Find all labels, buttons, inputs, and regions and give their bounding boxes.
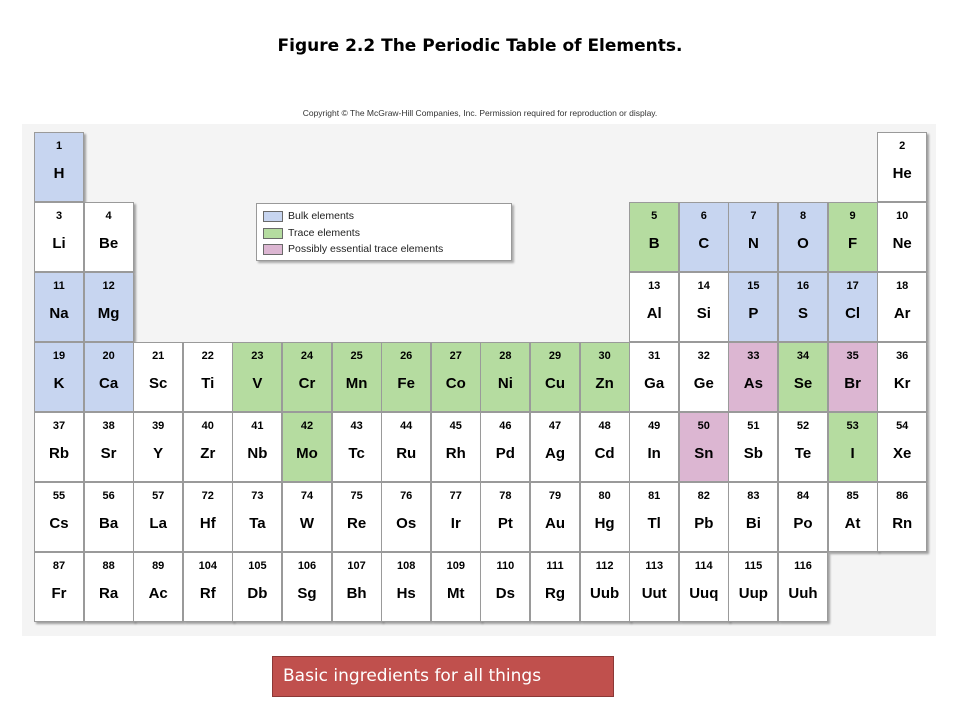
atomic-number: 20 <box>102 350 115 362</box>
element-cell-c <box>679 202 729 272</box>
element-cell-sg <box>282 552 332 622</box>
element-symbol: Uuq <box>689 585 719 602</box>
element-cell-ag <box>530 412 580 482</box>
atomic-number: 82 <box>697 490 710 502</box>
element-cell-b <box>629 202 679 272</box>
atomic-number: 84 <box>796 490 810 502</box>
atomic-number: 30 <box>598 350 611 362</box>
element-symbol: Zr <box>200 445 216 462</box>
element-symbol: Tl <box>647 515 661 532</box>
atomic-number: 74 <box>300 490 314 502</box>
element-symbol: Ge <box>693 375 714 392</box>
atomic-number: 1 <box>55 140 63 152</box>
atomic-number: 21 <box>152 350 165 362</box>
atomic-number: 12 <box>102 280 115 292</box>
atomic-number: 14 <box>697 280 710 292</box>
atomic-number: 39 <box>152 420 165 432</box>
element-symbol: O <box>797 235 809 252</box>
atomic-number: 89 <box>152 560 165 572</box>
element-cell-mo <box>282 412 332 482</box>
atomic-number: 104 <box>198 560 217 572</box>
element-symbol: Cs <box>49 515 69 532</box>
atomic-number: 3 <box>55 210 63 222</box>
atomic-number: 19 <box>52 350 66 362</box>
atomic-number: 75 <box>350 490 363 502</box>
element-cell-be <box>84 202 134 272</box>
element-cell-f <box>828 202 878 272</box>
element-cell-pd <box>480 412 530 482</box>
element-cell-n <box>728 202 778 272</box>
element-symbol: Mn <box>345 375 368 392</box>
atomic-number: 32 <box>697 350 710 362</box>
element-cell-rf <box>183 552 233 622</box>
legend-swatch-trace <box>263 228 283 239</box>
element-cell-h <box>34 132 84 202</box>
element-symbol: He <box>892 165 912 182</box>
element-cell-co <box>431 342 481 412</box>
element-symbol: Si <box>696 305 711 322</box>
element-symbol: As <box>743 375 763 392</box>
element-cell-w <box>282 482 332 552</box>
element-symbol: Au <box>545 515 565 532</box>
element-symbol: Ca <box>99 375 119 392</box>
atomic-number: 73 <box>251 490 264 502</box>
atomic-number: 106 <box>297 560 317 572</box>
element-symbol: Nb <box>247 445 268 462</box>
element-cell-rg <box>530 552 580 622</box>
element-symbol: Ti <box>201 375 215 392</box>
element-symbol: Db <box>247 585 268 602</box>
element-cell-mg <box>84 272 134 342</box>
element-cell-cl <box>828 272 878 342</box>
element-symbol: Zn <box>595 375 614 392</box>
element-symbol: Uut <box>641 585 667 602</box>
atomic-number: 11 <box>53 280 65 292</box>
copyright-notice: Copyright © The McGraw-Hill Companies, Inc. Permission required for reproduction or display. <box>302 108 658 118</box>
atomic-number: 49 <box>648 420 661 432</box>
element-cell-ga <box>629 342 679 412</box>
element-cell-nb <box>232 412 282 482</box>
element-symbol: Li <box>52 235 66 252</box>
atomic-number: 26 <box>400 350 413 362</box>
element-symbol: Ga <box>644 375 665 392</box>
element-symbol: Pd <box>495 445 515 462</box>
element-cell-ar <box>877 272 927 342</box>
atomic-number: 9 <box>849 210 856 222</box>
legend-swatch-bulk <box>263 211 283 222</box>
element-symbol: Rn <box>892 515 913 532</box>
element-symbol: Ru <box>396 445 417 462</box>
element-symbol: Mt <box>447 585 465 602</box>
element-symbol: Sb <box>743 445 763 462</box>
atomic-number: 55 <box>52 490 66 502</box>
atomic-number: 18 <box>896 280 909 292</box>
atomic-number: 29 <box>548 350 562 362</box>
atomic-number: 76 <box>400 490 413 502</box>
element-cell-uup <box>728 552 778 622</box>
element-cell-cd <box>580 412 630 482</box>
element-symbol: Al <box>646 305 662 322</box>
element-symbol: Ra <box>99 585 119 602</box>
atomic-number: 6 <box>700 210 707 222</box>
atomic-number: 116 <box>794 560 812 572</box>
atomic-number: 40 <box>201 420 214 432</box>
atomic-number: 10 <box>896 210 909 222</box>
element-cell-rb <box>34 412 84 482</box>
element-symbol: S <box>797 305 808 322</box>
element-symbol: Mg <box>97 305 120 322</box>
atomic-number: 41 <box>251 420 264 432</box>
element-symbol: Be <box>99 235 119 252</box>
element-symbol: Bi <box>745 515 761 532</box>
element-symbol: I <box>850 445 855 462</box>
atomic-number: 31 <box>648 350 661 362</box>
element-cell-db <box>232 552 282 622</box>
element-symbol: Kr <box>893 375 911 392</box>
atomic-number: 5 <box>651 210 658 222</box>
element-cell-ni <box>480 342 530 412</box>
element-cell-mt <box>431 552 481 622</box>
element-cell-sn <box>679 412 729 482</box>
element-symbol: Bh <box>346 585 367 602</box>
atomic-number: 46 <box>499 420 512 432</box>
atomic-number: 111 <box>546 560 564 572</box>
element-cell-ti <box>183 342 233 412</box>
element-symbol: Rb <box>49 445 69 462</box>
element-cell-pb <box>679 482 729 552</box>
element-cell-te <box>778 412 828 482</box>
element-cell-ca <box>84 342 134 412</box>
element-symbol: K <box>53 375 65 392</box>
atomic-number: 35 <box>846 350 859 362</box>
element-symbol: P <box>748 305 759 322</box>
atomic-number: 112 <box>595 560 614 572</box>
atomic-number: 88 <box>102 560 115 572</box>
element-cell-se <box>778 342 828 412</box>
element-cell-ru <box>381 412 431 482</box>
element-cell-fe <box>381 342 431 412</box>
element-symbol: In <box>647 445 661 462</box>
atomic-number: 54 <box>896 420 909 432</box>
element-cell-cr <box>282 342 332 412</box>
element-cell-tc <box>332 412 382 482</box>
element-cell-uut <box>629 552 679 622</box>
element-symbol: Se <box>793 375 813 392</box>
atomic-number: 109 <box>446 560 465 572</box>
atomic-number: 8 <box>799 210 807 222</box>
element-symbol: Br <box>844 375 861 392</box>
atomic-number: 85 <box>846 490 859 502</box>
element-symbol: Fe <box>397 375 415 392</box>
legend-label-possibly-essential: Possibly essential trace elements <box>288 243 444 255</box>
element-cell-at <box>828 482 878 552</box>
element-cell-ge <box>679 342 729 412</box>
atomic-number: 72 <box>201 490 214 502</box>
element-cell-ds <box>480 552 530 622</box>
atomic-number: 79 <box>548 490 562 502</box>
element-symbol: Sg <box>297 585 317 602</box>
atomic-number: 86 <box>896 490 909 502</box>
element-symbol: Ds <box>495 585 515 602</box>
element-cell-he <box>877 132 927 202</box>
element-symbol: Hf <box>199 515 216 532</box>
element-symbol: B <box>648 235 660 252</box>
element-symbol: Pb <box>694 515 714 532</box>
atomic-number: 45 <box>449 420 462 432</box>
element-cell-la <box>133 482 183 552</box>
element-symbol: Ni <box>497 375 513 392</box>
atomic-number: 56 <box>102 490 115 502</box>
element-cell-ra <box>84 552 134 622</box>
figure-title: Figure 2.2 The Periodic Table of Elements. <box>277 36 683 56</box>
element-cell-re <box>332 482 382 552</box>
element-symbol: Hg <box>594 515 615 532</box>
element-symbol: Co <box>445 375 466 392</box>
element-symbol: Uuh <box>788 585 818 602</box>
atomic-number: 33 <box>747 350 760 362</box>
element-cell-ac <box>133 552 183 622</box>
element-symbol: Ba <box>99 515 119 532</box>
element-cell-sr <box>84 412 134 482</box>
element-symbol: Ta <box>249 515 266 532</box>
element-symbol: Y <box>153 445 164 462</box>
periodic-table <box>22 124 936 636</box>
element-cell-pt <box>480 482 530 552</box>
atomic-number: 50 <box>697 420 710 432</box>
atomic-number: 16 <box>796 280 810 292</box>
element-cell-cu <box>530 342 580 412</box>
element-symbol: Cl <box>845 305 861 322</box>
atomic-number: 78 <box>499 490 512 502</box>
atomic-number: 34 <box>796 350 810 362</box>
atomic-number: 113 <box>645 560 664 572</box>
element-symbol: Uup <box>738 585 768 602</box>
element-symbol: Os <box>396 515 417 532</box>
element-cell-zn <box>580 342 630 412</box>
element-symbol: Cu <box>545 375 565 392</box>
caption-box: Basic ingredients for all things <box>272 656 614 697</box>
element-cell-al <box>629 272 679 342</box>
element-symbol: Ac <box>148 585 168 602</box>
element-cell-xe <box>877 412 927 482</box>
element-cell-br <box>828 342 878 412</box>
element-cell-rn <box>877 482 927 552</box>
element-cell-os <box>381 482 431 552</box>
element-cell-uuh <box>778 552 828 622</box>
element-symbol: Hs <box>396 585 416 602</box>
atomic-number: 17 <box>846 280 859 292</box>
element-cell-o <box>778 202 828 272</box>
atomic-number: 28 <box>499 350 512 362</box>
atomic-number: 105 <box>248 560 267 572</box>
element-cell-ba <box>84 482 134 552</box>
element-cell-hg <box>580 482 630 552</box>
element-symbol: Po <box>793 515 813 532</box>
element-symbol: Ag <box>545 445 565 462</box>
element-cell-hf <box>183 482 233 552</box>
element-cell-p <box>728 272 778 342</box>
element-cell-bh <box>332 552 382 622</box>
atomic-number: 53 <box>846 420 859 432</box>
element-symbol: Sn <box>694 445 714 462</box>
atomic-number: 23 <box>251 350 264 362</box>
element-cell-ne <box>877 202 927 272</box>
element-cell-po <box>778 482 828 552</box>
element-cell-ta <box>232 482 282 552</box>
atomic-number: 37 <box>52 420 66 432</box>
legend-label-trace: Trace elements <box>288 227 360 239</box>
legend <box>256 203 512 261</box>
element-cell-tl <box>629 482 679 552</box>
element-symbol: Re <box>347 515 367 532</box>
element-cell-i <box>828 412 878 482</box>
atomic-number: 44 <box>400 420 413 432</box>
element-cell-li <box>34 202 84 272</box>
atomic-number: 107 <box>347 560 366 572</box>
element-cell-zr <box>183 412 233 482</box>
legend-swatch-possibly-essential <box>263 244 283 255</box>
atomic-number: 87 <box>52 560 66 572</box>
atomic-number: 108 <box>397 560 416 572</box>
element-cell-mn <box>332 342 382 412</box>
atomic-number: 52 <box>796 420 810 432</box>
atomic-number: 57 <box>152 490 165 502</box>
atomic-number: 114 <box>694 560 713 572</box>
atomic-number: 15 <box>747 280 760 292</box>
element-cell-uuq <box>679 552 729 622</box>
atomic-number: 110 <box>496 560 515 572</box>
element-cell-ir <box>431 482 481 552</box>
atomic-number: 83 <box>747 490 760 502</box>
atomic-number: 13 <box>648 280 661 292</box>
atomic-number: 43 <box>350 420 363 432</box>
element-symbol: N <box>747 235 759 252</box>
atomic-number: 22 <box>201 350 214 362</box>
element-symbol: Fr <box>51 585 67 602</box>
element-symbol: F <box>848 235 858 252</box>
atomic-number: 42 <box>300 420 314 432</box>
element-cell-si <box>679 272 729 342</box>
element-cell-au <box>530 482 580 552</box>
element-cell-bi <box>728 482 778 552</box>
element-symbol: Te <box>794 445 812 462</box>
atomic-number: 7 <box>750 210 757 222</box>
element-symbol: W <box>299 515 315 532</box>
element-cell-fr <box>34 552 84 622</box>
atomic-number: 2 <box>899 140 906 152</box>
atomic-number: 36 <box>896 350 909 362</box>
atomic-number: 81 <box>648 490 661 502</box>
atomic-number: 115 <box>744 560 763 572</box>
element-cell-cs <box>34 482 84 552</box>
element-symbol: Pt <box>497 515 513 532</box>
atomic-number: 24 <box>300 350 314 362</box>
element-cell-y <box>133 412 183 482</box>
element-symbol: Sc <box>149 375 168 392</box>
element-cell-sc <box>133 342 183 412</box>
element-cell-rh <box>431 412 481 482</box>
element-cell-na <box>34 272 84 342</box>
element-symbol: Xe <box>893 445 912 462</box>
legend-label-bulk: Bulk elements <box>288 210 354 222</box>
element-cell-hs <box>381 552 431 622</box>
element-symbol: Ir <box>450 515 461 532</box>
atomic-number: 47 <box>548 420 562 432</box>
element-symbol: Cd <box>594 445 615 462</box>
element-symbol: Tc <box>348 445 365 462</box>
atomic-number: 38 <box>102 420 115 432</box>
element-cell-in <box>629 412 679 482</box>
atomic-number: 4 <box>105 210 112 222</box>
element-symbol: Mo <box>296 445 318 462</box>
element-symbol: Ar <box>893 305 911 322</box>
element-symbol: At <box>844 515 861 532</box>
element-symbol: Na <box>49 305 69 322</box>
atomic-number: 77 <box>449 490 462 502</box>
element-symbol: Rf <box>199 585 216 602</box>
element-symbol: Sr <box>100 445 117 462</box>
element-symbol: La <box>149 515 167 532</box>
element-symbol: Cr <box>298 375 316 392</box>
element-cell-v <box>232 342 282 412</box>
atomic-number: 27 <box>449 350 462 362</box>
atomic-number: 25 <box>350 350 363 362</box>
atomic-number: 48 <box>598 420 611 432</box>
atomic-number: 51 <box>747 420 760 432</box>
element-symbol: Uub <box>590 585 620 602</box>
element-cell-s <box>778 272 828 342</box>
element-symbol: Rh <box>445 445 466 462</box>
element-cell-sb <box>728 412 778 482</box>
element-symbol: H <box>53 165 65 182</box>
element-cell-k <box>34 342 84 412</box>
atomic-number: 80 <box>598 490 611 502</box>
element-symbol: Ne <box>892 235 912 252</box>
element-cell-as <box>728 342 778 412</box>
element-symbol: V <box>252 375 263 392</box>
element-symbol: C <box>698 235 710 252</box>
element-symbol: Rg <box>545 585 565 602</box>
element-cell-uub <box>580 552 630 622</box>
element-cell-kr <box>877 342 927 412</box>
